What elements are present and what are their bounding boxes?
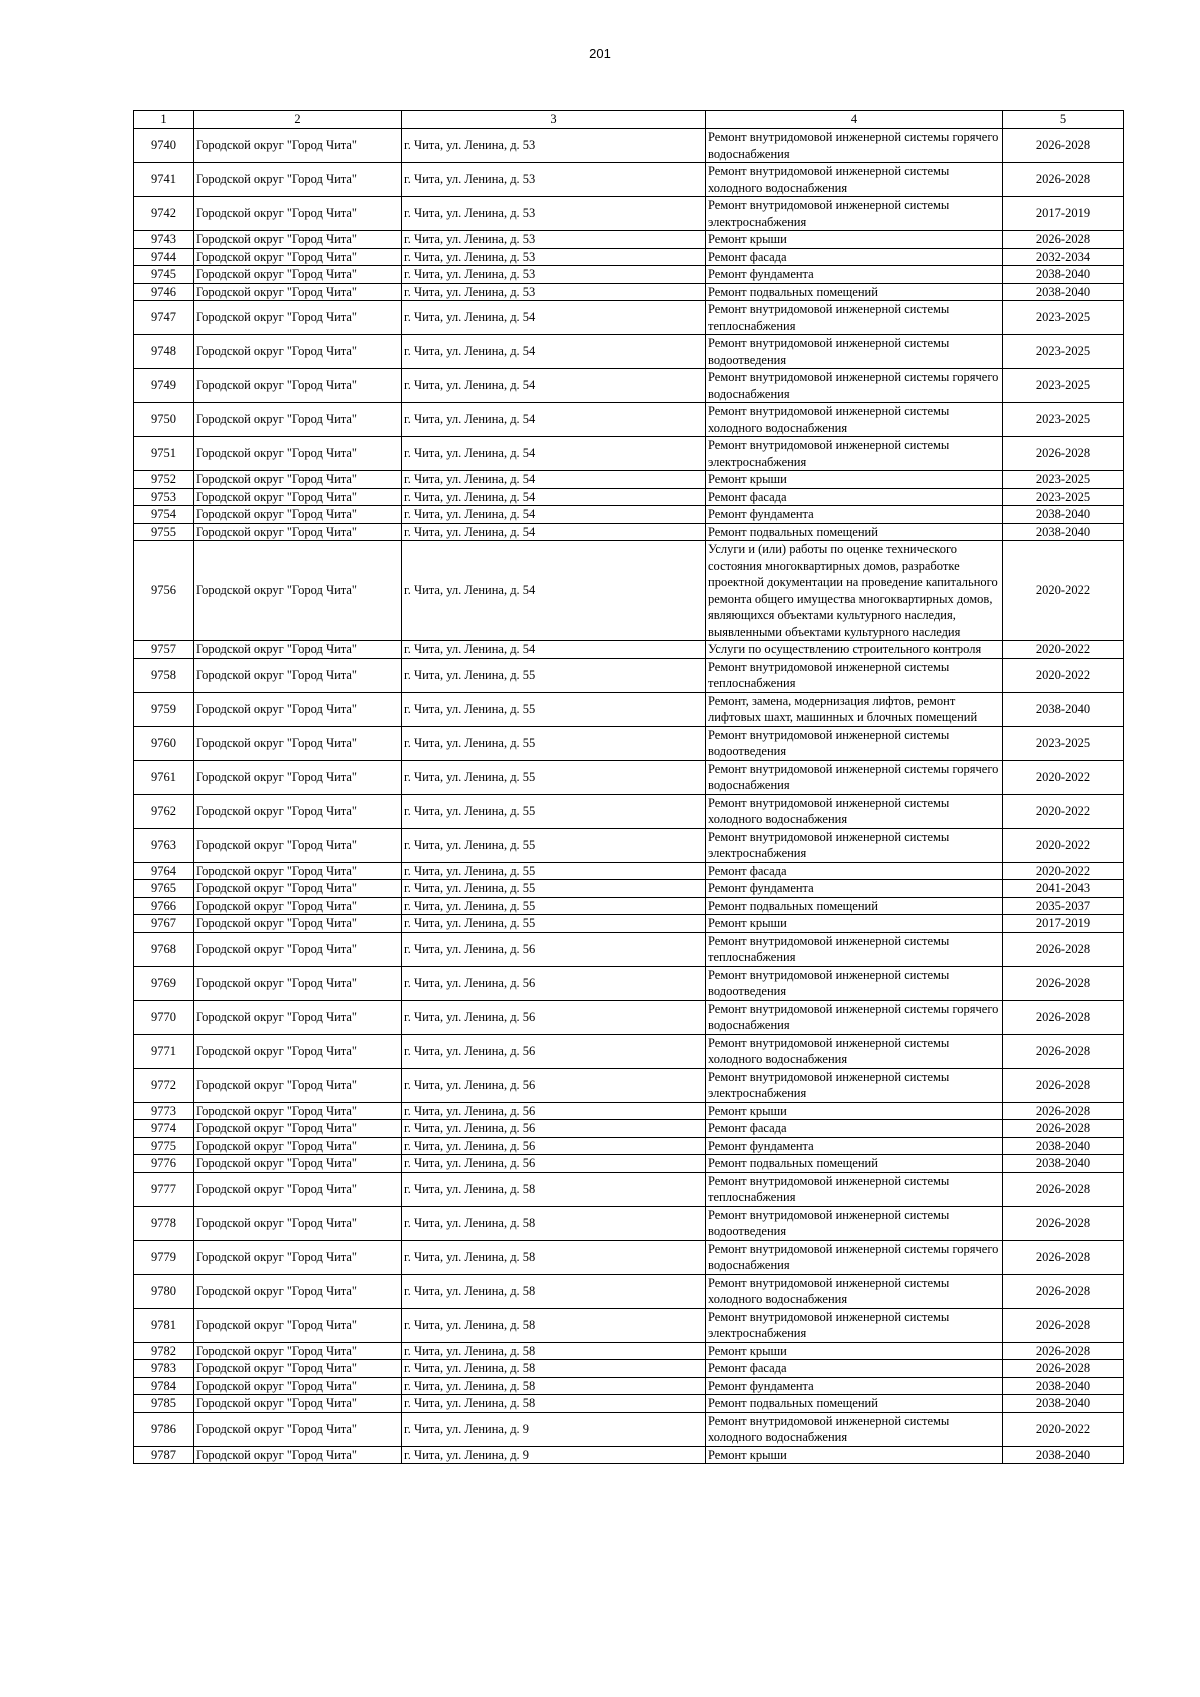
municipality-cell: Городской округ "Город Чита" [194,1395,402,1413]
row-number-cell: 9775 [134,1137,194,1155]
row-number-cell: 9766 [134,897,194,915]
period-cell: 2026-2028 [1003,437,1124,471]
work-type-cell: Ремонт крыши [706,1102,1003,1120]
period-cell: 2023-2025 [1003,335,1124,369]
address-cell: г. Чита, ул. Ленина, д. 56 [402,1034,706,1068]
address-cell: г. Чита, ул. Ленина, д. 56 [402,1068,706,1102]
municipality-cell: Городской округ "Город Чита" [194,1206,402,1240]
address-cell: г. Чита, ул. Ленина, д. 54 [402,506,706,524]
address-cell: г. Чита, ул. Ленина, д. 55 [402,726,706,760]
row-number-cell: 9763 [134,828,194,862]
period-cell: 2023-2025 [1003,471,1124,489]
table-row [134,1274,1124,1308]
table-row [134,760,1124,794]
municipality-cell: Городской округ "Город Чита" [194,1240,402,1274]
row-number-cell: 9741 [134,163,194,197]
work-type-cell: Ремонт внутридомовой инженерной системы теплоснабжения [706,932,1003,966]
municipality-cell: Городской округ "Город Чита" [194,1034,402,1068]
address-cell: г. Чита, ул. Ленина, д. 55 [402,658,706,692]
municipality-cell: Городской округ "Город Чита" [194,437,402,471]
table-row [134,897,1124,915]
work-type-cell: Ремонт внутридомовой инженерной системы горячего водоснабжения [706,129,1003,163]
municipality-cell: Городской округ "Город Чита" [194,301,402,335]
municipality-cell: Городской округ "Город Чита" [194,1342,402,1360]
municipality-cell: Городской округ "Город Чита" [194,828,402,862]
table-row [134,301,1124,335]
column-header-1: 1 [134,111,194,129]
municipality-cell: Городской округ "Город Чита" [194,1120,402,1138]
table-row [134,471,1124,489]
address-cell: г. Чита, ул. Ленина, д. 53 [402,129,706,163]
municipality-cell: Городской округ "Город Чита" [194,471,402,489]
table-row [134,1360,1124,1378]
address-cell: г. Чита, ул. Ленина, д. 56 [402,1137,706,1155]
period-cell: 2026-2028 [1003,1360,1124,1378]
work-type-cell: Ремонт внутридомовой инженерной системы холодного водоснабжения [706,1412,1003,1446]
municipality-cell: Городской округ "Город Чита" [194,1172,402,1206]
work-type-cell: Ремонт, замена, модернизация лифтов, ремонт лифтовых шахт, машинных и блочных помещений [706,692,1003,726]
table-header [134,111,1124,129]
row-number-cell: 9774 [134,1120,194,1138]
municipality-cell: Городской округ "Город Чита" [194,1446,402,1464]
period-cell: 2038-2040 [1003,523,1124,541]
work-type-cell: Ремонт внутридомовой инженерной системы водоотведения [706,335,1003,369]
municipality-cell: Городской округ "Город Чита" [194,488,402,506]
column-header-4: 4 [706,111,1003,129]
work-type-cell: Ремонт крыши [706,1342,1003,1360]
work-type-cell: Ремонт фасада [706,862,1003,880]
period-cell: 2020-2022 [1003,641,1124,659]
work-type-cell: Ремонт фундамента [706,266,1003,284]
table-row [134,1034,1124,1068]
table-row [134,488,1124,506]
row-number-cell: 9778 [134,1206,194,1240]
period-cell: 2020-2022 [1003,828,1124,862]
row-number-cell: 9781 [134,1308,194,1342]
work-type-cell: Ремонт фундамента [706,880,1003,898]
table-row [134,1172,1124,1206]
municipality-cell: Городской округ "Город Чита" [194,369,402,403]
work-type-cell: Ремонт внутридомовой инженерной системы электроснабжения [706,1068,1003,1102]
municipality-cell: Городской округ "Город Чита" [194,932,402,966]
address-cell: г. Чита, ул. Ленина, д. 9 [402,1412,706,1446]
period-cell: 2026-2028 [1003,1240,1124,1274]
period-cell: 2038-2040 [1003,506,1124,524]
period-cell: 2026-2028 [1003,1120,1124,1138]
address-cell: г. Чита, ул. Ленина, д. 54 [402,335,706,369]
work-type-cell: Ремонт крыши [706,471,1003,489]
address-cell: г. Чита, ул. Ленина, д. 58 [402,1206,706,1240]
work-type-cell: Ремонт внутридомовой инженерной системы горячего водоснабжения [706,369,1003,403]
period-cell: 2017-2019 [1003,197,1124,231]
row-number-cell: 9754 [134,506,194,524]
period-cell: 2026-2028 [1003,1274,1124,1308]
table-row [134,1308,1124,1342]
municipality-cell: Городской округ "Город Чита" [194,692,402,726]
address-cell: г. Чита, ул. Ленина, д. 53 [402,231,706,249]
period-cell: 2026-2028 [1003,231,1124,249]
period-cell: 2026-2028 [1003,163,1124,197]
municipality-cell: Городской округ "Город Чита" [194,880,402,898]
row-number-cell: 9757 [134,641,194,659]
table-row [134,1137,1124,1155]
row-number-cell: 9762 [134,794,194,828]
work-type-cell: Ремонт крыши [706,1446,1003,1464]
table-row [134,915,1124,933]
row-number-cell: 9752 [134,471,194,489]
work-type-cell: Ремонт внутридомовой инженерной системы водоотведения [706,726,1003,760]
address-cell: г. Чита, ул. Ленина, д. 56 [402,966,706,1000]
table-row [134,641,1124,659]
period-cell: 2038-2040 [1003,1137,1124,1155]
period-cell: 2020-2022 [1003,862,1124,880]
municipality-cell: Городской округ "Город Чита" [194,1308,402,1342]
work-type-cell: Ремонт внутридомовой инженерной системы теплоснабжения [706,658,1003,692]
address-cell: г. Чита, ул. Ленина, д. 55 [402,880,706,898]
work-type-cell: Ремонт внутридомовой инженерной системы теплоснабжения [706,301,1003,335]
work-type-cell: Ремонт внутридомовой инженерной системы горячего водоснабжения [706,1000,1003,1034]
row-number-cell: 9776 [134,1155,194,1173]
municipality-cell: Городской округ "Город Чита" [194,641,402,659]
work-type-cell: Ремонт подвальных помещений [706,1155,1003,1173]
work-type-cell: Ремонт внутридомовой инженерной системы электроснабжения [706,197,1003,231]
work-type-cell: Ремонт внутридомовой инженерной системы холодного водоснабжения [706,403,1003,437]
table-row [134,932,1124,966]
row-number-cell: 9755 [134,523,194,541]
municipality-cell: Городской округ "Город Чита" [194,966,402,1000]
address-cell: г. Чита, ул. Ленина, д. 53 [402,197,706,231]
address-cell: г. Чита, ул. Ленина, д. 54 [402,641,706,659]
municipality-cell: Городской округ "Город Чита" [194,248,402,266]
municipality-cell: Городской округ "Город Чита" [194,231,402,249]
table-row [134,1068,1124,1102]
period-cell: 2020-2022 [1003,760,1124,794]
table-row [134,1446,1124,1464]
work-type-cell: Ремонт внутридомовой инженерной системы горячего водоснабжения [706,1240,1003,1274]
work-type-cell: Услуги по осуществлению строительного контроля [706,641,1003,659]
row-number-cell: 9779 [134,1240,194,1274]
table-row [134,1395,1124,1413]
municipality-cell: Городской округ "Город Чита" [194,1412,402,1446]
work-type-cell: Ремонт фасада [706,488,1003,506]
period-cell: 2020-2022 [1003,541,1124,641]
address-cell: г. Чита, ул. Ленина, д. 58 [402,1172,706,1206]
period-cell: 2026-2028 [1003,129,1124,163]
row-number-cell: 9772 [134,1068,194,1102]
row-number-cell: 9785 [134,1395,194,1413]
municipality-cell: Городской округ "Город Чита" [194,658,402,692]
row-number-cell: 9758 [134,658,194,692]
municipality-cell: Городской округ "Город Чита" [194,335,402,369]
row-number-cell: 9768 [134,932,194,966]
address-cell: г. Чита, ул. Ленина, д. 58 [402,1274,706,1308]
address-cell: г. Чита, ул. Ленина, д. 9 [402,1446,706,1464]
column-header-5: 5 [1003,111,1124,129]
table-row [134,692,1124,726]
municipality-cell: Городской округ "Город Чита" [194,897,402,915]
row-number-cell: 9759 [134,692,194,726]
municipality-cell: Городской округ "Город Чита" [194,163,402,197]
column-header-2: 2 [194,111,402,129]
address-cell: г. Чита, ул. Ленина, д. 58 [402,1308,706,1342]
address-cell: г. Чита, ул. Ленина, д. 56 [402,1155,706,1173]
address-cell: г. Чита, ул. Ленина, д. 58 [402,1360,706,1378]
table-row [134,726,1124,760]
municipality-cell: Городской округ "Город Чита" [194,862,402,880]
period-cell: 2026-2028 [1003,1102,1124,1120]
table-row [134,1206,1124,1240]
address-cell: г. Чита, ул. Ленина, д. 54 [402,541,706,641]
row-number-cell: 9786 [134,1412,194,1446]
period-cell: 2038-2040 [1003,692,1124,726]
municipality-cell: Городской округ "Город Чита" [194,1360,402,1378]
period-cell: 2023-2025 [1003,403,1124,437]
address-cell: г. Чита, ул. Ленина, д. 55 [402,828,706,862]
work-type-cell: Ремонт внутридомовой инженерной системы горячего водоснабжения [706,760,1003,794]
repair-schedule-table [133,110,1124,1464]
row-number-cell: 9780 [134,1274,194,1308]
address-cell: г. Чита, ул. Ленина, д. 56 [402,932,706,966]
address-cell: г. Чита, ул. Ленина, д. 55 [402,760,706,794]
municipality-cell: Городской округ "Город Чита" [194,726,402,760]
address-cell: г. Чита, ул. Ленина, д. 53 [402,283,706,301]
row-number-cell: 9784 [134,1377,194,1395]
work-type-cell: Ремонт внутридомовой инженерной системы электроснабжения [706,828,1003,862]
table-row [134,1412,1124,1446]
row-number-cell: 9787 [134,1446,194,1464]
table-row [134,248,1124,266]
address-cell: г. Чита, ул. Ленина, д. 55 [402,897,706,915]
work-type-cell: Ремонт внутридомовой инженерной системы электроснабжения [706,1308,1003,1342]
address-cell: г. Чита, ул. Ленина, д. 58 [402,1395,706,1413]
period-cell: 2026-2028 [1003,932,1124,966]
period-cell: 2038-2040 [1003,1377,1124,1395]
table-row [134,880,1124,898]
work-type-cell: Ремонт внутридомовой инженерной системы водоотведения [706,966,1003,1000]
table-row [134,197,1124,231]
address-cell: г. Чита, ул. Ленина, д. 55 [402,915,706,933]
period-cell: 2020-2022 [1003,794,1124,828]
period-cell: 2026-2028 [1003,1068,1124,1102]
work-type-cell: Ремонт фасада [706,1360,1003,1378]
row-number-cell: 9756 [134,541,194,641]
table-body [134,129,1124,1464]
table-row [134,794,1124,828]
row-number-cell: 9773 [134,1102,194,1120]
work-type-cell: Ремонт внутридомовой инженерной системы электроснабжения [706,437,1003,471]
work-type-cell: Ремонт фундамента [706,506,1003,524]
municipality-cell: Городской округ "Город Чита" [194,1274,402,1308]
table-row [134,1000,1124,1034]
municipality-cell: Городской округ "Город Чита" [194,1377,402,1395]
row-number-cell: 9764 [134,862,194,880]
address-cell: г. Чита, ул. Ленина, д. 54 [402,403,706,437]
row-number-cell: 9777 [134,1172,194,1206]
period-cell: 2023-2025 [1003,301,1124,335]
period-cell: 2017-2019 [1003,915,1124,933]
address-cell: г. Чита, ул. Ленина, д. 54 [402,437,706,471]
address-cell: г. Чита, ул. Ленина, д. 53 [402,248,706,266]
table-row [134,658,1124,692]
period-cell: 2023-2025 [1003,369,1124,403]
row-number-cell: 9770 [134,1000,194,1034]
period-cell: 2038-2040 [1003,266,1124,284]
work-type-cell: Услуги и (или) работы по оценке технического состояния многоквартирных домов, разработке проектной документации на проведение капитального ремонта общего имущества многоквартирных домов, являющихся объектами культурного наследия, выявленными объектами культурного наследия [706,541,1003,641]
work-type-cell: Ремонт подвальных помещений [706,283,1003,301]
work-type-cell: Ремонт внутридомовой инженерной системы водоотведения [706,1206,1003,1240]
address-cell: г. Чита, ул. Ленина, д. 54 [402,369,706,403]
period-cell: 2023-2025 [1003,488,1124,506]
period-cell: 2032-2034 [1003,248,1124,266]
period-cell: 2041-2043 [1003,880,1124,898]
address-cell: г. Чита, ул. Ленина, д. 58 [402,1377,706,1395]
period-cell: 2038-2040 [1003,283,1124,301]
table-row [134,966,1124,1000]
row-number-cell: 9767 [134,915,194,933]
work-type-cell: Ремонт фасада [706,1120,1003,1138]
municipality-cell: Городской округ "Город Чита" [194,1068,402,1102]
table-row [134,1155,1124,1173]
work-type-cell: Ремонт внутридомовой инженерной системы холодного водоснабжения [706,163,1003,197]
period-cell: 2038-2040 [1003,1155,1124,1173]
address-cell: г. Чита, ул. Ленина, д. 58 [402,1240,706,1274]
table-row [134,403,1124,437]
period-cell: 2020-2022 [1003,1412,1124,1446]
municipality-cell: Городской округ "Город Чита" [194,283,402,301]
table-row [134,437,1124,471]
municipality-cell: Городской округ "Город Чита" [194,760,402,794]
municipality-cell: Городской округ "Город Чита" [194,1137,402,1155]
period-cell: 2026-2028 [1003,1000,1124,1034]
period-cell: 2020-2022 [1003,658,1124,692]
row-number-cell: 9783 [134,1360,194,1378]
municipality-cell: Городской округ "Город Чита" [194,129,402,163]
municipality-cell: Городской округ "Город Чита" [194,1102,402,1120]
table-row [134,283,1124,301]
address-cell: г. Чита, ул. Ленина, д. 55 [402,794,706,828]
period-cell: 2035-2037 [1003,897,1124,915]
table-row [134,541,1124,641]
address-cell: г. Чита, ул. Ленина, д. 58 [402,1342,706,1360]
table-row [134,506,1124,524]
municipality-cell: Городской округ "Город Чита" [194,794,402,828]
row-number-cell: 9746 [134,283,194,301]
table-row [134,523,1124,541]
work-type-cell: Ремонт фундамента [706,1137,1003,1155]
address-cell: г. Чита, ул. Ленина, д. 56 [402,1102,706,1120]
work-type-cell: Ремонт внутридомовой инженерной системы теплоснабжения [706,1172,1003,1206]
address-cell: г. Чита, ул. Ленина, д. 54 [402,301,706,335]
period-cell: 2026-2028 [1003,1034,1124,1068]
table-row [134,1377,1124,1395]
table-row [134,1342,1124,1360]
work-type-cell: Ремонт внутридомовой инженерной системы холодного водоснабжения [706,794,1003,828]
municipality-cell: Городской округ "Город Чита" [194,266,402,284]
table-row [134,129,1124,163]
row-number-cell: 9751 [134,437,194,471]
work-type-cell: Ремонт крыши [706,915,1003,933]
period-cell: 2026-2028 [1003,1206,1124,1240]
work-type-cell: Ремонт фундамента [706,1377,1003,1395]
work-type-cell: Ремонт внутридомовой инженерной системы холодного водоснабжения [706,1274,1003,1308]
municipality-cell: Городской округ "Город Чита" [194,541,402,641]
period-cell: 2038-2040 [1003,1395,1124,1413]
address-cell: г. Чита, ул. Ленина, д. 55 [402,862,706,880]
period-cell: 2026-2028 [1003,966,1124,1000]
work-type-cell: Ремонт подвальных помещений [706,1395,1003,1413]
address-cell: г. Чита, ул. Ленина, д. 54 [402,488,706,506]
row-number-cell: 9782 [134,1342,194,1360]
row-number-cell: 9753 [134,488,194,506]
row-number-cell: 9749 [134,369,194,403]
work-type-cell: Ремонт внутридомовой инженерной системы холодного водоснабжения [706,1034,1003,1068]
row-number-cell: 9742 [134,197,194,231]
address-cell: г. Чита, ул. Ленина, д. 54 [402,523,706,541]
table-row [134,163,1124,197]
table-row [134,862,1124,880]
address-cell: г. Чита, ул. Ленина, д. 53 [402,163,706,197]
work-type-cell: Ремонт подвальных помещений [706,897,1003,915]
work-type-cell: Ремонт подвальных помещений [706,523,1003,541]
table-row [134,1102,1124,1120]
address-cell: г. Чита, ул. Ленина, д. 56 [402,1120,706,1138]
table-row [134,266,1124,284]
address-cell: г. Чита, ул. Ленина, д. 54 [402,471,706,489]
work-type-cell: Ремонт фасада [706,248,1003,266]
row-number-cell: 9744 [134,248,194,266]
municipality-cell: Городской округ "Город Чита" [194,403,402,437]
table-row [134,335,1124,369]
row-number-cell: 9761 [134,760,194,794]
municipality-cell: Городской округ "Город Чита" [194,506,402,524]
row-number-cell: 9769 [134,966,194,1000]
work-type-cell: Ремонт крыши [706,231,1003,249]
period-cell: 2026-2028 [1003,1172,1124,1206]
municipality-cell: Городской округ "Город Чита" [194,523,402,541]
row-number-cell: 9745 [134,266,194,284]
table-row [134,231,1124,249]
municipality-cell: Городской округ "Город Чита" [194,915,402,933]
period-cell: 2038-2040 [1003,1446,1124,1464]
table-row [134,1120,1124,1138]
row-number-cell: 9760 [134,726,194,760]
page-number: 201 [589,46,611,61]
row-number-cell: 9748 [134,335,194,369]
municipality-cell: Городской округ "Город Чита" [194,1000,402,1034]
row-number-cell: 9743 [134,231,194,249]
row-number-cell: 9771 [134,1034,194,1068]
table-row [134,1240,1124,1274]
row-number-cell: 9750 [134,403,194,437]
table-row [134,828,1124,862]
municipality-cell: Городской округ "Город Чита" [194,1155,402,1173]
table-row [134,369,1124,403]
municipality-cell: Городской округ "Город Чита" [194,197,402,231]
row-number-cell: 9765 [134,880,194,898]
row-number-cell: 9740 [134,129,194,163]
column-header-3: 3 [402,111,706,129]
header-row [134,111,1124,129]
address-cell: г. Чита, ул. Ленина, д. 55 [402,692,706,726]
period-cell: 2026-2028 [1003,1342,1124,1360]
period-cell: 2023-2025 [1003,726,1124,760]
period-cell: 2026-2028 [1003,1308,1124,1342]
row-number-cell: 9747 [134,301,194,335]
address-cell: г. Чита, ул. Ленина, д. 53 [402,266,706,284]
address-cell: г. Чита, ул. Ленина, д. 56 [402,1000,706,1034]
